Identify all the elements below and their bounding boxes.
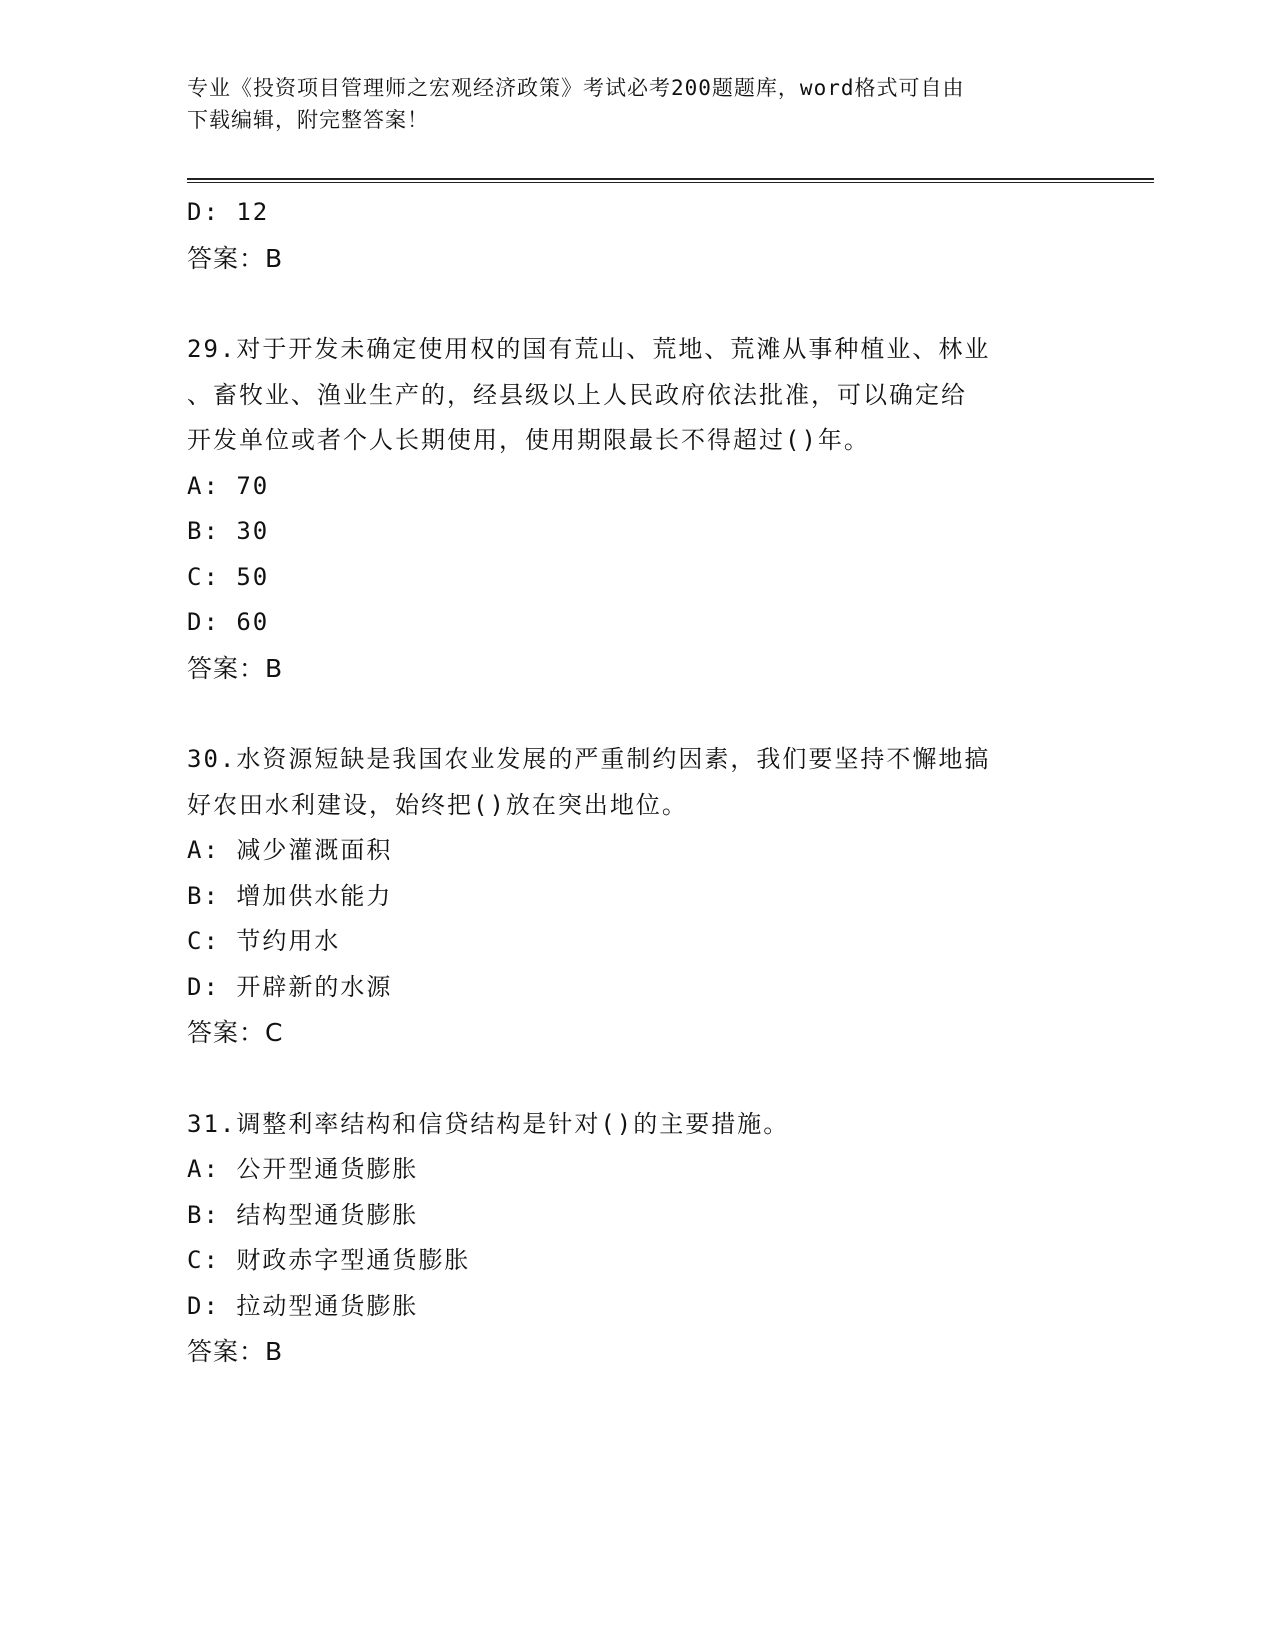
answer-line: 答案：B	[187, 653, 284, 683]
question-31	[187, 1102, 1087, 1375]
option-d: D: 60	[187, 608, 270, 636]
question-stem-line: 好农田水利建设，始终把()放在突出地位。	[187, 790, 688, 819]
header-divider-thin	[187, 182, 1154, 183]
question-stem-line: 30.水资源短缺是我国农业发展的严重制约因素，我们要坚持不懈地搞	[187, 745, 991, 773]
option-c: C: 50	[187, 562, 270, 591]
question-28-tail	[187, 190, 1087, 281]
question-stem-line: 、畜牧业、渔业生产的，经县级以上人民政府依法批准，可以确定给	[187, 380, 967, 409]
option-d: D: 开辟新的水源	[187, 972, 393, 1001]
option-a: A: 公开型通货膨胀	[187, 1155, 419, 1183]
option-d: D: 12	[187, 198, 270, 226]
option-b: B: 30	[187, 517, 270, 545]
question-29	[187, 327, 1087, 691]
question-stem-line: 29.对于开发未确定使用权的国有荒山、荒地、荒滩从事种植业、林业	[187, 335, 991, 363]
spacer	[187, 691, 1087, 737]
header-line-2: 下载编辑，附完整答案！	[187, 108, 429, 132]
header-line-1: 专业《投资项目管理师之宏观经济政策》考试必考200题题库，word格式可自由	[187, 76, 965, 100]
option-c: C: 节约用水	[187, 927, 341, 955]
option-b: B: 结构型通货膨胀	[187, 1200, 419, 1229]
question-stem-line: 开发单位或者个人长期使用，使用期限最长不得超过()年。	[187, 426, 870, 454]
option-b: B: 增加供水能力	[187, 881, 393, 910]
spacer	[187, 1056, 1087, 1102]
page-header	[187, 72, 1067, 136]
header-divider	[187, 178, 1154, 184]
question-stem-line: 31.调整利率结构和信贷结构是针对()的主要措施。	[187, 1109, 790, 1138]
answer-line: 答案：C	[187, 1018, 284, 1047]
answer-line: 答案：B	[187, 243, 284, 273]
question-list	[187, 190, 1087, 1375]
answer-line: 答案：B	[187, 1337, 284, 1366]
question-30	[187, 737, 1087, 1056]
option-a: A: 减少灌溉面积	[187, 836, 393, 864]
header-divider-thick	[187, 178, 1154, 180]
option-a: A: 70	[187, 471, 270, 500]
option-d: D: 拉动型通货膨胀	[187, 1291, 419, 1320]
option-c: C: 财政赤字型通货膨胀	[187, 1246, 471, 1274]
spacer	[187, 281, 1087, 327]
